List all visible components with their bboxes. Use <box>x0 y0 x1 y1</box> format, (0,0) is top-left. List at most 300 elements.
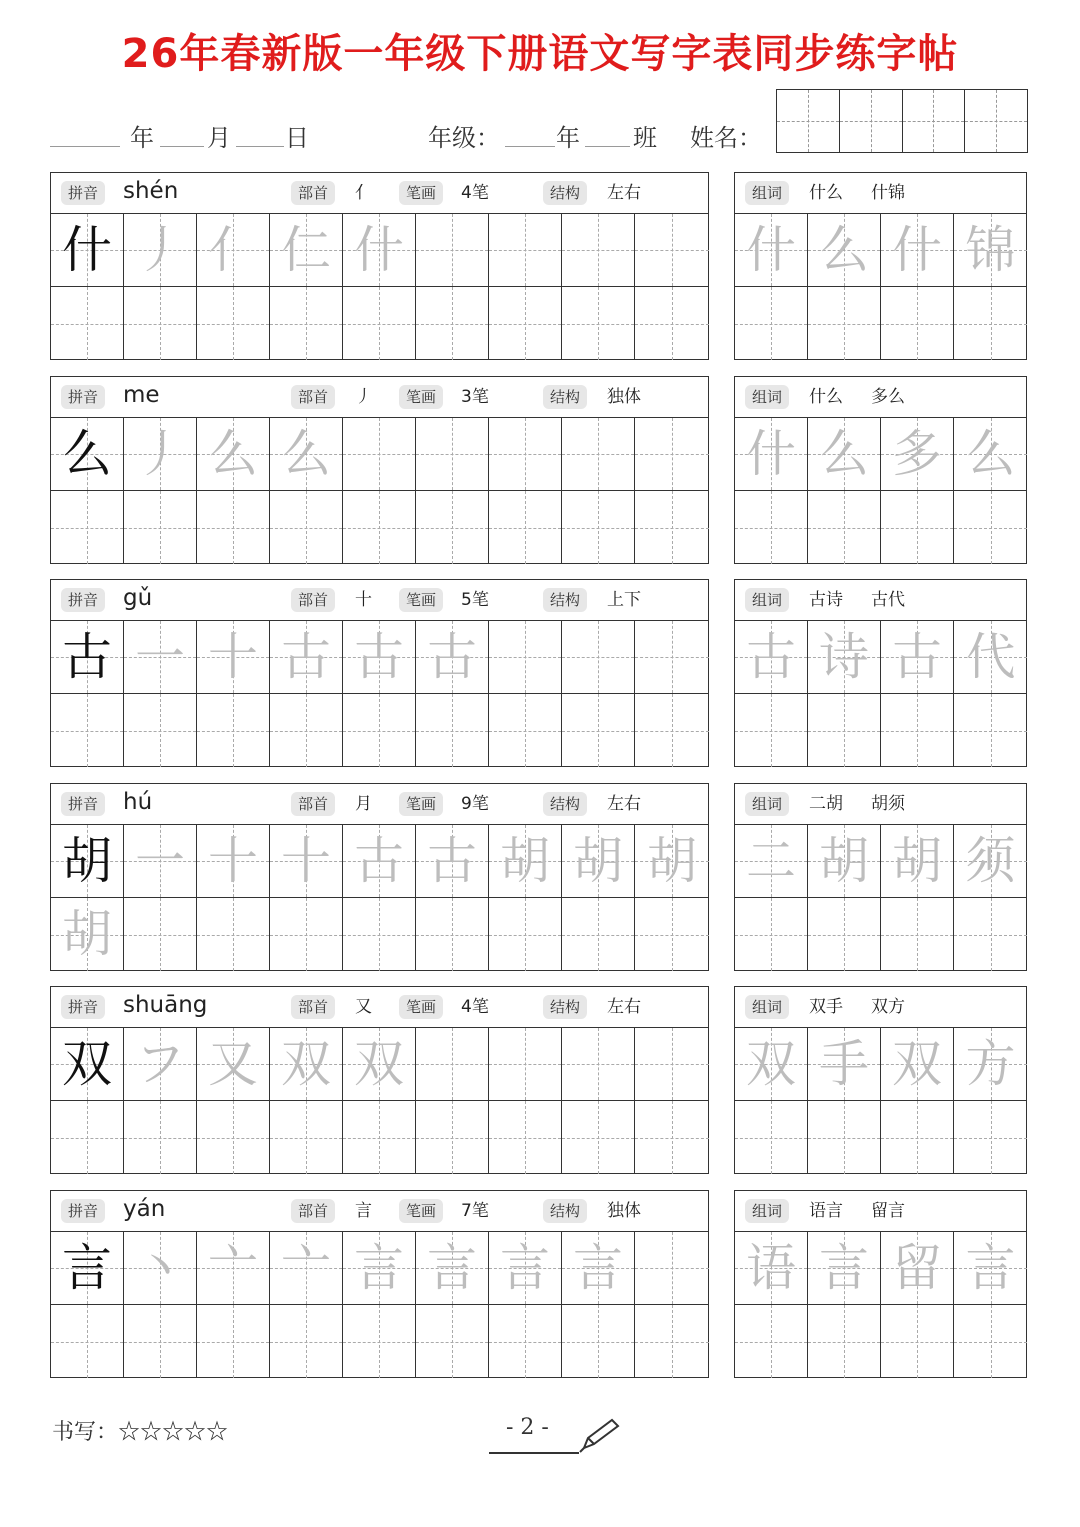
stroke-order-char: 十 <box>208 832 258 890</box>
pinyin-value: yán <box>123 1196 166 1222</box>
word-cell[interactable] <box>881 1232 954 1305</box>
word-cell[interactable] <box>881 694 954 767</box>
word-cell[interactable] <box>808 825 881 898</box>
word-cell[interactable] <box>808 418 881 491</box>
word-trace-char: 留 <box>892 1239 942 1297</box>
writing-cell[interactable] <box>562 1305 635 1378</box>
writing-cell[interactable] <box>51 898 124 971</box>
word-value: 什么 <box>809 387 843 407</box>
stroke-order-char: 古 <box>427 832 477 890</box>
word-cell[interactable] <box>954 1028 1027 1101</box>
writing-cell[interactable] <box>635 694 709 767</box>
writing-cell[interactable] <box>416 898 489 971</box>
word-cell[interactable] <box>954 825 1027 898</box>
writing-cell[interactable] <box>489 491 562 564</box>
word-cell[interactable] <box>735 694 808 767</box>
pinyin-tag: 拼音 <box>61 181 105 205</box>
word-info-bar <box>735 377 1026 418</box>
stroke-order-char: 古 <box>427 628 477 686</box>
writing-cell[interactable] <box>51 1305 124 1378</box>
writing-cell[interactable] <box>635 621 709 694</box>
structure-value: 左右 <box>607 183 641 203</box>
word-cell[interactable] <box>808 1101 881 1174</box>
word-trace-char: 二 <box>746 832 796 890</box>
word-cell[interactable] <box>954 214 1027 287</box>
writing-cell[interactable] <box>343 491 416 564</box>
writing-cell[interactable] <box>343 1305 416 1378</box>
structure-value: 左右 <box>607 997 641 1017</box>
stroke-order-char: 双 <box>354 1035 404 1093</box>
writing-cell[interactable] <box>635 1232 709 1305</box>
stroke-order-char: 仁 <box>281 221 331 279</box>
strokes-tag: 笔画 <box>399 792 443 816</box>
writing-cell[interactable] <box>562 1232 635 1305</box>
date-blank-month[interactable] <box>160 146 204 147</box>
word-cell[interactable] <box>954 418 1027 491</box>
word-value: 什么 <box>809 183 843 203</box>
stroke-order-char: 言 <box>354 1239 404 1297</box>
writing-cell[interactable] <box>489 1232 562 1305</box>
date-blank-day[interactable] <box>236 146 284 147</box>
word-cell[interactable] <box>735 825 808 898</box>
word-cell[interactable] <box>954 621 1027 694</box>
writing-cell[interactable] <box>489 287 562 360</box>
word-cell[interactable] <box>808 1028 881 1101</box>
word-info-bar <box>735 784 1026 825</box>
word-value: 多么 <box>871 387 905 407</box>
writing-cell[interactable] <box>489 214 562 287</box>
pinyin-value: hú <box>123 789 153 815</box>
month-label: 月 <box>207 124 231 152</box>
class-blank[interactable] <box>585 146 630 147</box>
writing-cell[interactable] <box>343 418 416 491</box>
char-info-bar <box>51 580 708 621</box>
word-cell[interactable] <box>808 491 881 564</box>
stroke-order-char: 亠 <box>281 1239 331 1297</box>
writing-cell[interactable] <box>489 898 562 971</box>
word-cell[interactable] <box>808 898 881 971</box>
word-cell[interactable] <box>808 1232 881 1305</box>
word-cell[interactable] <box>735 1232 808 1305</box>
char-practice-panel <box>50 172 709 360</box>
writing-cell[interactable] <box>562 214 635 287</box>
word-trace-char: 言 <box>819 1239 869 1297</box>
writing-cell[interactable] <box>343 1101 416 1174</box>
writing-cell[interactable] <box>51 825 124 898</box>
writing-cell[interactable] <box>489 1101 562 1174</box>
radical-value: 丿 <box>355 387 372 407</box>
word-cell[interactable] <box>808 621 881 694</box>
writing-cell[interactable] <box>270 491 343 564</box>
word-trace-char: 多 <box>892 425 942 483</box>
stroke-order-char: 言 <box>500 1239 550 1297</box>
writing-cell[interactable] <box>416 491 489 564</box>
date-blank-year[interactable] <box>50 146 120 147</box>
stroke-order-char: 又 <box>208 1035 258 1093</box>
writing-cell[interactable] <box>635 1305 709 1378</box>
char-info-bar <box>51 377 708 418</box>
char-info-bar <box>51 1191 708 1232</box>
writing-cell[interactable] <box>51 694 124 767</box>
writing-cell[interactable] <box>197 621 270 694</box>
writing-cell[interactable] <box>51 214 124 287</box>
stroke-order-char: 什 <box>354 221 404 279</box>
radical-tag: 部首 <box>291 792 335 816</box>
word-cell[interactable] <box>808 287 881 360</box>
word-trace-char: 语 <box>746 1239 796 1297</box>
strokes-value: 9笔 <box>461 794 489 814</box>
radical-value: 又 <box>355 997 372 1017</box>
word-cell[interactable] <box>954 1101 1027 1174</box>
radical-tag: 部首 <box>291 385 335 409</box>
writing-cell[interactable] <box>562 491 635 564</box>
word-info-bar <box>735 173 1026 214</box>
word-cell[interactable] <box>881 287 954 360</box>
stroke-order-char: 古 <box>354 832 404 890</box>
writing-cell[interactable] <box>416 287 489 360</box>
stroke-order-char: 么 <box>208 425 258 483</box>
word-trace-char: 么 <box>819 221 869 279</box>
structure-tag: 结构 <box>543 181 587 205</box>
word-cell[interactable] <box>881 491 954 564</box>
radical-value: 月 <box>355 794 372 814</box>
word-cell[interactable] <box>735 287 808 360</box>
page-underline <box>489 1452 579 1454</box>
model-char: 双 <box>62 1035 112 1093</box>
writing-cell[interactable] <box>416 418 489 491</box>
writing-cell[interactable] <box>197 1101 270 1174</box>
strokes-tag: 笔画 <box>399 385 443 409</box>
writing-cell[interactable] <box>416 694 489 767</box>
year-label: 年 <box>130 124 154 152</box>
word-cell[interactable] <box>954 694 1027 767</box>
radical-value: 亻 <box>355 183 372 203</box>
word-cell[interactable] <box>735 1305 808 1378</box>
structure-tag: 结构 <box>543 792 587 816</box>
word-cell[interactable] <box>954 287 1027 360</box>
char-practice-panel <box>50 579 709 767</box>
word-value: 双方 <box>871 997 905 1017</box>
stroke-order-char: 十 <box>281 832 331 890</box>
structure-value: 独体 <box>607 387 641 407</box>
word-cell[interactable] <box>735 491 808 564</box>
writing-cell[interactable] <box>124 898 197 971</box>
word-practice-panel <box>734 986 1027 1174</box>
writing-cell[interactable] <box>51 1101 124 1174</box>
stroke-order-char: 古 <box>354 628 404 686</box>
word-cell[interactable] <box>735 214 808 287</box>
name-cell[interactable] <box>903 90 966 152</box>
stroke-order-char: 亻 <box>208 221 258 279</box>
word-cell[interactable] <box>881 1305 954 1378</box>
writing-cell[interactable] <box>343 287 416 360</box>
word-trace-char: 手 <box>819 1035 869 1093</box>
stroke-order-char: 十 <box>208 628 258 686</box>
writing-cell[interactable] <box>416 1028 489 1101</box>
name-cell[interactable] <box>777 90 840 152</box>
word-cell[interactable] <box>735 621 808 694</box>
word-cell[interactable] <box>881 825 954 898</box>
word-value: 古诗 <box>809 590 843 610</box>
writing-cell[interactable] <box>124 1101 197 1174</box>
strokes-value: 5笔 <box>461 590 489 610</box>
char-info-bar <box>51 784 708 825</box>
writing-cell[interactable] <box>416 621 489 694</box>
word-cell[interactable] <box>808 1305 881 1378</box>
char-info-bar <box>51 173 708 214</box>
strokes-value: 4笔 <box>461 997 489 1017</box>
stroke-order-char: 亠 <box>208 1239 258 1297</box>
writing-cell[interactable] <box>343 1232 416 1305</box>
writing-cell[interactable] <box>270 287 343 360</box>
word-trace-char: 代 <box>965 628 1016 686</box>
writing-cell[interactable] <box>197 825 270 898</box>
stroke-order-char: 胡 <box>573 832 623 890</box>
word-trace-char: 么 <box>819 425 869 483</box>
name-cell[interactable] <box>840 90 903 152</box>
word-value: 双手 <box>809 997 843 1017</box>
word-cell[interactable] <box>881 1028 954 1101</box>
strokes-value: 7笔 <box>461 1201 489 1221</box>
radical-tag: 部首 <box>291 588 335 612</box>
writing-cell[interactable] <box>270 418 343 491</box>
writing-cell[interactable] <box>124 214 197 287</box>
day-label: 日 <box>285 124 309 152</box>
pinyin-value: gǔ <box>123 585 153 611</box>
writing-cell[interactable] <box>489 825 562 898</box>
word-trace-char: 诗 <box>819 628 869 686</box>
radical-tag: 部首 <box>291 995 335 1019</box>
writing-cell[interactable] <box>635 1028 709 1101</box>
class-label: 班 <box>633 124 657 152</box>
word-trace-char: 胡 <box>819 832 869 890</box>
word-cell[interactable] <box>881 621 954 694</box>
grade-label: 年级： <box>428 124 500 152</box>
writing-cell[interactable] <box>51 621 124 694</box>
word-cell[interactable] <box>881 1101 954 1174</box>
stroke-order-char: 言 <box>427 1239 477 1297</box>
writing-cell[interactable] <box>270 214 343 287</box>
writing-cell[interactable] <box>635 287 709 360</box>
writing-cell[interactable] <box>562 287 635 360</box>
writing-cell[interactable] <box>124 1305 197 1378</box>
name-cell[interactable] <box>965 90 1027 152</box>
word-trace-char: 言 <box>965 1239 1016 1297</box>
word-trace-char: 什 <box>746 221 796 279</box>
writing-cell[interactable] <box>197 694 270 767</box>
writing-cell[interactable] <box>270 1101 343 1174</box>
writing-cell[interactable] <box>343 898 416 971</box>
writing-cell[interactable] <box>270 1028 343 1101</box>
writing-cell[interactable] <box>124 825 197 898</box>
pinyin-value: shén <box>123 178 179 204</box>
word-practice-panel <box>734 579 1027 767</box>
writing-cell[interactable] <box>51 287 124 360</box>
stroke-order-char: 胡 <box>647 832 697 890</box>
writing-cell[interactable] <box>489 694 562 767</box>
writing-cell[interactable] <box>416 1232 489 1305</box>
word-cell[interactable] <box>735 898 808 971</box>
model-char: 么 <box>62 425 112 483</box>
writing-cell[interactable] <box>343 825 416 898</box>
strokes-tag: 笔画 <box>399 995 443 1019</box>
word-cell[interactable] <box>735 418 808 491</box>
writing-cell[interactable] <box>416 1305 489 1378</box>
writing-cell[interactable] <box>270 1305 343 1378</box>
writing-cell[interactable] <box>197 1232 270 1305</box>
writing-cell[interactable] <box>562 1101 635 1174</box>
stroke-order-char: 一 <box>135 628 185 686</box>
word-cell[interactable] <box>954 1305 1027 1378</box>
stroke-order-char: 一 <box>135 832 185 890</box>
writing-cell[interactable] <box>635 825 709 898</box>
strokes-value: 4笔 <box>461 183 489 203</box>
writing-cell[interactable] <box>51 418 124 491</box>
writing-cell[interactable] <box>343 214 416 287</box>
words-tag: 组词 <box>745 181 789 205</box>
model-char: 什 <box>62 221 112 279</box>
structure-tag: 结构 <box>543 588 587 612</box>
word-value: 古代 <box>871 590 905 610</box>
writing-cell[interactable] <box>416 214 489 287</box>
writing-cell[interactable] <box>416 1101 489 1174</box>
model-char: 言 <box>62 1239 112 1297</box>
word-trace-char: 双 <box>892 1035 942 1093</box>
writing-cell[interactable] <box>562 898 635 971</box>
word-trace-char: 么 <box>965 425 1016 483</box>
word-practice-panel <box>734 1190 1027 1378</box>
model-char: 胡 <box>62 832 112 890</box>
char-practice-panel <box>50 783 709 971</box>
word-cell[interactable] <box>954 1232 1027 1305</box>
strokes-value: 3笔 <box>461 387 489 407</box>
word-cell[interactable] <box>881 418 954 491</box>
writing-cell[interactable] <box>635 214 709 287</box>
writing-cell[interactable] <box>124 287 197 360</box>
words-tag: 组词 <box>745 792 789 816</box>
word-cell[interactable] <box>954 898 1027 971</box>
stroke-order-char: 双 <box>281 1035 331 1093</box>
char-info-bar <box>51 987 708 1028</box>
word-trace-char: 什 <box>746 425 796 483</box>
writing-cell[interactable] <box>124 1232 197 1305</box>
word-trace-char: 古 <box>892 628 942 686</box>
writing-cell[interactable] <box>635 418 709 491</box>
writing-cell[interactable] <box>197 287 270 360</box>
word-cell[interactable] <box>954 491 1027 564</box>
writing-cell[interactable] <box>197 214 270 287</box>
words-tag: 组词 <box>745 385 789 409</box>
stroke-order-char: 丿 <box>135 425 185 483</box>
writing-cell[interactable] <box>635 898 709 971</box>
writing-cell[interactable] <box>562 825 635 898</box>
writing-cell[interactable] <box>124 694 197 767</box>
word-cell[interactable] <box>808 214 881 287</box>
strokes-tag: 笔画 <box>399 588 443 612</box>
word-trace-char: 须 <box>965 832 1016 890</box>
writing-cell[interactable] <box>489 1305 562 1378</box>
word-value: 胡须 <box>871 794 905 814</box>
word-cell[interactable] <box>735 1101 808 1174</box>
grade-year-blank[interactable] <box>505 146 555 147</box>
writing-cell[interactable] <box>635 491 709 564</box>
writing-cell[interactable] <box>197 418 270 491</box>
structure-value: 上下 <box>607 590 641 610</box>
writing-cell[interactable] <box>51 491 124 564</box>
stroke-order-char: 言 <box>573 1239 623 1297</box>
writing-cell[interactable] <box>270 1232 343 1305</box>
name-box[interactable] <box>776 89 1028 153</box>
stroke-order-char: フ <box>135 1035 185 1093</box>
word-trace-char: 双 <box>746 1035 796 1093</box>
writing-cell[interactable] <box>124 621 197 694</box>
pinyin-value: me <box>123 382 160 408</box>
word-cell[interactable] <box>881 214 954 287</box>
word-practice-panel <box>734 376 1027 564</box>
writing-cell[interactable] <box>197 1305 270 1378</box>
word-info-bar <box>735 580 1026 621</box>
writing-cell[interactable] <box>562 418 635 491</box>
word-value: 二胡 <box>809 794 843 814</box>
stroke-order-char: 么 <box>281 425 331 483</box>
writing-cell[interactable] <box>489 418 562 491</box>
writing-cell[interactable] <box>489 1028 562 1101</box>
words-tag: 组词 <box>745 1199 789 1223</box>
words-tag: 组词 <box>745 995 789 1019</box>
writing-cell[interactable] <box>124 491 197 564</box>
writing-cell[interactable] <box>124 418 197 491</box>
writing-cell[interactable] <box>343 1028 416 1101</box>
radical-value: 言 <box>355 1201 372 1221</box>
word-cell[interactable] <box>735 1028 808 1101</box>
stroke-order-char: 古 <box>281 628 331 686</box>
char-practice-panel <box>50 986 709 1174</box>
writing-cell[interactable] <box>343 694 416 767</box>
writing-cell[interactable] <box>197 491 270 564</box>
radical-tag: 部首 <box>291 181 335 205</box>
writing-cell[interactable] <box>416 825 489 898</box>
word-trace-char: 古 <box>746 628 796 686</box>
writing-cell[interactable] <box>343 621 416 694</box>
writing-cell[interactable] <box>635 1101 709 1174</box>
writing-cell[interactable] <box>51 1232 124 1305</box>
writing-cell[interactable] <box>197 1028 270 1101</box>
structure-value: 独体 <box>607 1201 641 1221</box>
writing-cell[interactable] <box>124 1028 197 1101</box>
word-trace-char: 方 <box>965 1035 1016 1093</box>
pinyin-value: shuāng <box>123 992 208 1018</box>
writing-cell[interactable] <box>270 694 343 767</box>
word-cell[interactable] <box>808 694 881 767</box>
writing-cell[interactable] <box>562 1028 635 1101</box>
structure-tag: 结构 <box>543 995 587 1019</box>
pinyin-tag: 拼音 <box>61 588 105 612</box>
writing-cell[interactable] <box>562 621 635 694</box>
writing-cell[interactable] <box>270 825 343 898</box>
writing-cell[interactable] <box>270 898 343 971</box>
structure-value: 左右 <box>607 794 641 814</box>
word-info-bar <box>735 987 1026 1028</box>
word-value: 语言 <box>809 1201 843 1221</box>
writing-cell[interactable] <box>562 694 635 767</box>
word-info-bar <box>735 1191 1026 1232</box>
strokes-tag: 笔画 <box>399 181 443 205</box>
writing-cell[interactable] <box>51 1028 124 1101</box>
writing-cell[interactable] <box>270 621 343 694</box>
writing-cell[interactable] <box>489 621 562 694</box>
writing-cell[interactable] <box>197 898 270 971</box>
word-cell[interactable] <box>881 898 954 971</box>
